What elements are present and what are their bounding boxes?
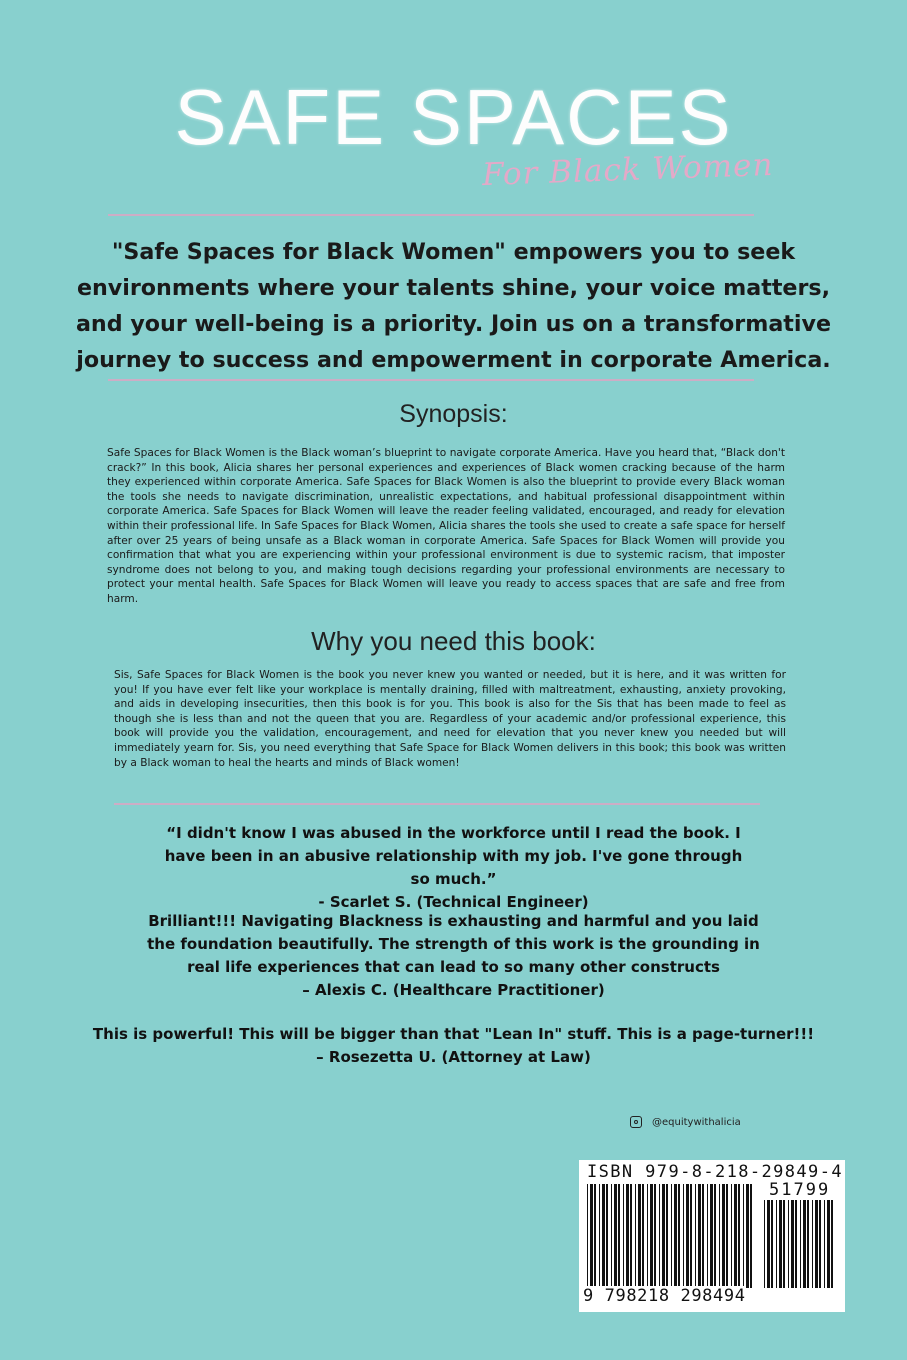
why-text: Sis, Safe Spaces for Black Women is the book you never knew you wanted or needed, but it is here, and it was written for you! If you have ever felt like your workplace is mentally draining, filled with maltreatment, exhausting, anxiety provoking, and aids in developing insecurities, then this book is for you. This book is also for the Sis that has been made to feel as though she is less than and not the queen that you are. Regardless of your academic and/or professional experience, this book will provide you the validation, encouragement, and need for elevation that you never knew you needed but will immediately yearn for. Sis, you need everything that Safe Space for Black Women delivers in this book; this book was written by a Black woman to heal the hearts and minds of Black women! (114, 669, 786, 769)
barcode-bar (606, 1184, 608, 1288)
divider-bottom (114, 803, 760, 805)
book-title: SAFE SPACES (174, 73, 733, 161)
barcode-bar (674, 1184, 677, 1288)
barcode-bar (602, 1184, 605, 1288)
testimonial-1 (60, 822, 847, 914)
barcode-bar (659, 1184, 660, 1288)
testimonial-attribution: - Scarlet S. (Technical Engineer) (318, 893, 589, 911)
barcode-addon-digits: 51799 (769, 1180, 831, 1200)
barcode-bar (743, 1184, 744, 1288)
lead-paragraph: "Safe Spaces for Black Women" empowers you to seek environments where your talents shine, your voice matters, and your well-being is a priority. Join us on a transformative journey to success and empowerment in corporate America. (75, 239, 832, 373)
testimonial-quote: “I didn't know I was abused in the workforce until I read the book. I have been in an abusive relationship with my job. I've gone through so much.” (164, 824, 743, 888)
testimonial-quote: This is powerful! This will be bigger than that "Lean In" stuff. This is a page-turner!!! (92, 1025, 815, 1043)
barcode-bar (714, 1184, 716, 1288)
barcode-bar (599, 1184, 600, 1288)
barcode-bar (654, 1184, 656, 1288)
barcode-bar (690, 1184, 692, 1288)
barcode-bar (695, 1184, 696, 1288)
barcode-bar (630, 1184, 632, 1288)
barcode-addon-bars (764, 1200, 836, 1288)
barcode-bar (618, 1184, 620, 1288)
testimonial-attribution: – Alexis C. (Healthcare Practitioner) (302, 981, 605, 999)
barcode-bar (788, 1200, 789, 1288)
divider-top (108, 214, 754, 216)
barcode-bar (750, 1184, 752, 1288)
barcode-bar (726, 1184, 728, 1288)
barcode-bar (710, 1184, 713, 1288)
barcode-bar (662, 1184, 665, 1288)
testimonial-attribution: – Rosezetta U. (Attorney at Law) (316, 1048, 591, 1066)
book-subtitle: For Black Women (481, 146, 775, 194)
barcode-bar (771, 1200, 773, 1288)
barcode-bar (698, 1184, 701, 1288)
why-heading: Why you need this book: (311, 626, 596, 656)
barcode-bars (587, 1184, 757, 1288)
divider-middle (108, 379, 754, 381)
synopsis-text: Safe Spaces for Black Women is the Black woman’s blueprint to navigate corporate America. Have you heard that, “Black don't crack?” In this book, Alicia shares her personal experiences and experiences of Black women cracking because of the harm they experienced within corporate America. Safe Spaces for Black Women is also the blueprint to provide every Black woman the tools she needs to navigate discrimination, unrealistic expectations, and habitual professional disappointment within corporate America. Safe Spaces for Black Women will leave the reader feeling validated, encouraged, and ready for elevation within their professional life. In Safe Spaces for Black Women, Alicia shares the tools she used to create a safe space for herself after over 25 years of being unsafe as a Black woman in corporate America. Safe Spaces for Black Women will provide you confirmation that what you are experiencing within your professional environment is due to systemic racism, that imposter syndrome does not belong to you, and making tough decisions regarding your professional environments are necessary to protect your mental health. Safe Spaces for Black Women will leave you ready to access spaces that are safe and free from harm. (107, 447, 785, 605)
barcode-bar (746, 1184, 749, 1288)
barcode-bar (707, 1184, 708, 1288)
barcode-bar (623, 1184, 624, 1288)
barcode-bar (686, 1184, 689, 1288)
barcode-bar (827, 1200, 830, 1288)
barcode-bar (819, 1200, 821, 1288)
barcode-bar (738, 1184, 740, 1288)
barcode-bar (795, 1200, 797, 1288)
barcode-bar (803, 1200, 806, 1288)
barcode-digits: 9 798218 298494 (583, 1286, 746, 1306)
barcode-bar (626, 1184, 629, 1288)
barcode-bar (671, 1184, 672, 1288)
barcode-bar (783, 1200, 785, 1288)
instagram-icon (630, 1116, 642, 1128)
synopsis-heading: Synopsis: (399, 400, 508, 428)
barcode-bar (611, 1184, 612, 1288)
barcode-bar (731, 1184, 732, 1288)
isbn-label: ISBN 979-8-218-29849-4 (587, 1162, 843, 1182)
barcode-bar (831, 1200, 833, 1288)
barcode-bar (776, 1200, 777, 1288)
barcode-bar (614, 1184, 617, 1288)
barcode-bar (638, 1184, 641, 1288)
social-handle-text: @equitywithalicia (652, 1116, 741, 1128)
barcode-bar (683, 1184, 684, 1288)
barcode-bar (779, 1200, 782, 1288)
barcode-bar (791, 1200, 794, 1288)
barcode-bar (635, 1184, 636, 1288)
barcode-bar (719, 1184, 720, 1288)
barcode-bar (702, 1184, 704, 1288)
barcode-bar (824, 1200, 825, 1288)
barcode-bar (594, 1184, 596, 1288)
barcode-bar (642, 1184, 644, 1288)
barcode-bar (647, 1184, 648, 1288)
barcode-bar (767, 1200, 770, 1288)
barcode-bar (590, 1184, 593, 1288)
barcode-bar (800, 1200, 801, 1288)
barcode-bar (734, 1184, 737, 1288)
isbn-barcode (579, 1160, 845, 1312)
barcode-bar (650, 1184, 653, 1288)
barcode-bar (678, 1184, 680, 1288)
barcode-bar (587, 1184, 588, 1288)
barcode-bar (666, 1184, 668, 1288)
barcode-bar (722, 1184, 725, 1288)
barcode-bar (815, 1200, 818, 1288)
testimonial-3 (60, 1023, 847, 1069)
testimonial-2 (60, 910, 847, 1002)
barcode-bar (812, 1200, 813, 1288)
social-handle[interactable] (630, 1116, 741, 1128)
testimonial-quote: Brilliant!!! Navigating Blackness is exhausting and harmful and you laid the foundation beautifully. The strength of this work is the grounding in real life experiences that can lead to so many other constructs (147, 912, 760, 976)
barcode-bar (807, 1200, 809, 1288)
barcode-bar (764, 1200, 765, 1288)
